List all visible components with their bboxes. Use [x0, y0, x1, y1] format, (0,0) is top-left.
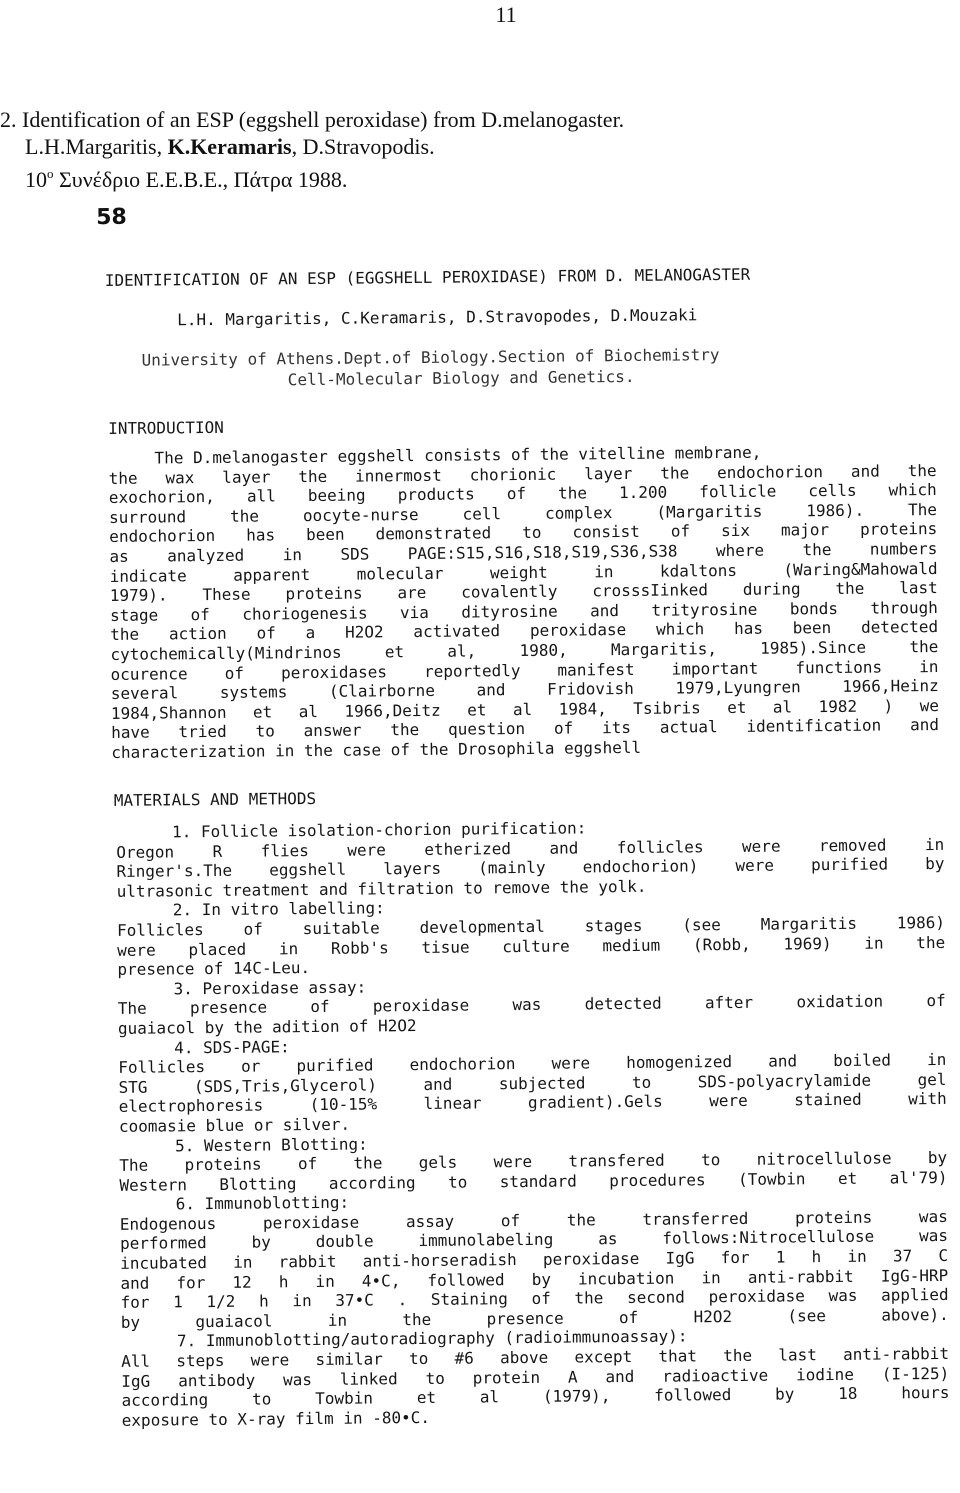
affiliation-line-1: University of Athens.Dept.of Biology.Section of Biochemistry: [141, 345, 720, 370]
method-subheading: 6. Immunoblotting:: [175, 1192, 350, 1214]
method-subheading: 1. Follicle isolation-chorion purification:: [172, 818, 587, 842]
intro-line: endochorion has been demonstrated to consist of six major proteins: [109, 519, 938, 547]
method-subheading: 7. Immunoblotting/autoradiography (radioimmunoassay):: [176, 1326, 688, 1351]
intro-line: several systems (Clairborne and Fridovish 1979,Lyungren 1966,Heinz: [110, 676, 939, 704]
method-line: guaiacol by the adition of H2O2: [117, 1015, 417, 1038]
page-number: 11: [495, 2, 517, 27]
method-subheading: 3. Peroxidase assay:: [173, 977, 367, 999]
method-line: Ringer's.The eggshell layers (mainly endochorion) were purified by: [116, 854, 945, 882]
method-line: performed by double immunolabeling as follows:Nitrocellulose was: [119, 1226, 949, 1254]
intro-line: 1979). These proteins are covalently crosssIinked during the last: [109, 578, 938, 606]
methods-heading: MATERIALS AND METHODS: [113, 788, 317, 810]
method-line: by guaiacol in the presence of H2O2 (see above).: [120, 1304, 949, 1332]
citation-author-1: L.H.Margaritis,: [25, 134, 168, 159]
scanned-abstract: [0, 189, 960, 1493]
intro-line: cytochemically(Mindrinos et al, 1980, Margaritis, 1985).Since the: [110, 636, 939, 664]
citation-header: [0, 106, 624, 193]
paper-title: IDENTIFICATION OF AN ESP (EGGSHELL PEROXIDASE) FROM D. MELANOGASTER: [104, 264, 751, 290]
method-line: Endogenous peroxidase assay of the transferred proteins was: [119, 1206, 948, 1234]
method-line: presence of 14C-Leu.: [117, 958, 311, 980]
method-subheading: 5. Western Blotting:: [175, 1134, 368, 1155]
intro-line: stage of choriogenesis via dityrosine and trityrosine bonds through: [109, 597, 938, 625]
affiliation-line-2: Cell-Molecular Biology and Genetics.: [287, 366, 635, 390]
citation-author-highlighted: K.Keramaris: [167, 134, 292, 159]
intro-line: indicate apparent molecular weight in kdaltons (Waring&Mahowald: [109, 558, 938, 586]
method-line: Western Blotting according to standard procedures (Towbin et al'79): [119, 1167, 948, 1195]
methods-body: [116, 815, 950, 1430]
method-line: Oregon R flies were etherized and follicles were removed in: [116, 834, 945, 862]
venue-text: Συνέδριο Ε.Ε.Β.Ε., Πάτρα 1988.: [53, 167, 348, 192]
intro-line: the wax layer the innermost chorionic layer the endochorion and the: [108, 460, 937, 488]
intro-line: The D.melanogaster eggshell consists of the vitelline membrane,: [154, 442, 762, 468]
intro-line: characterization in the case of the Drosophila eggshell: [111, 737, 642, 762]
method-line: coomasie blue or silver.: [118, 1114, 351, 1136]
method-line: were placed in Robb's tisue culture medium (Robb, 1969) in the: [117, 932, 946, 960]
venue-ordinal: ο: [47, 166, 54, 181]
method-line: All steps were similar to #6 above except that the last anti-rabbit: [121, 1343, 950, 1371]
intro-line: the action of a H2O2 activated peroxidase which has been detected: [110, 617, 939, 645]
method-line: electrophoresis (10-15% linear gradient).Gels were stained with: [118, 1089, 947, 1117]
method-subheading: 4. SDS-PAGE:: [174, 1036, 290, 1057]
method-line: ultrasonic treatment and filtration to remove the yolk.: [116, 876, 647, 901]
introduction-body: [108, 441, 939, 762]
method-subheading: 2. In vitro labelling:: [172, 898, 385, 920]
method-line: Follicles or purified endochorion were homogenized and boiled in: [118, 1050, 947, 1078]
method-line: according to Towbin et al (1979), followed by 18 hours: [121, 1383, 950, 1411]
citation-author-3: , D.Stravopodis.: [291, 134, 435, 159]
method-line: exposure to X-ray film in -80•C.: [121, 1407, 431, 1430]
method-line: for 1 1/2 h in 37•C . Staining of the second peroxidase was applied: [120, 1285, 949, 1313]
method-line: IgG antibody was linked to protein A and radioactive iodine (I-125): [121, 1363, 950, 1391]
citation-authors: [0, 133, 624, 160]
intro-line: exochorion, all beeing products of the 1.200 follicle cells which: [108, 480, 937, 508]
citation-title: 2. Identification of an ESP (eggshell peroxidase) from D.melanogaster.: [0, 107, 625, 132]
method-line: STG (SDS,Tris,Glycerol) and subjected to SDS-polyacrylamide gel: [118, 1069, 947, 1097]
venue-number: 10: [25, 167, 47, 192]
method-line: and for 12 h in 4•C, followed by incubation in anti-rabbit IgG-HRP: [120, 1265, 949, 1293]
paper-authors: L.H. Margaritis, C.Keramaris, D.Stravopodes, D.Mouzaki: [177, 305, 698, 330]
intro-line: ocurence of peroxidases reportedly manifest important functions in: [110, 656, 939, 684]
citation-venue: [0, 160, 624, 193]
scan-page-number: 58: [96, 204, 127, 231]
intro-line: 1984,Shannon et al 1966,Deitz et al 1984, Tsibris et al 1982 ) we: [110, 695, 940, 723]
method-line: incubated in rabbit anti-horseradish peroxidase IgG for 1 h in 37 C: [120, 1246, 949, 1273]
introduction-heading: INTRODUCTION: [108, 417, 224, 438]
intro-line: as analyzed in SDS PAGE:S15,S16,S18,S19,S36,S38 where the numbers: [109, 538, 938, 566]
intro-line: surround the oocyte-nurse cell complex (Margaritis 1986). The: [108, 499, 938, 527]
intro-line: have tried to answer the question of its actual identification and: [111, 715, 940, 743]
method-line: The proteins of the gels were transfered to nitrocellulose by: [119, 1148, 948, 1175]
method-line: Follicles of suitable developmental stages (see Margaritis 1986): [116, 912, 946, 940]
method-line: The presence of peroxidase was detected after oxidation of: [117, 991, 946, 1019]
